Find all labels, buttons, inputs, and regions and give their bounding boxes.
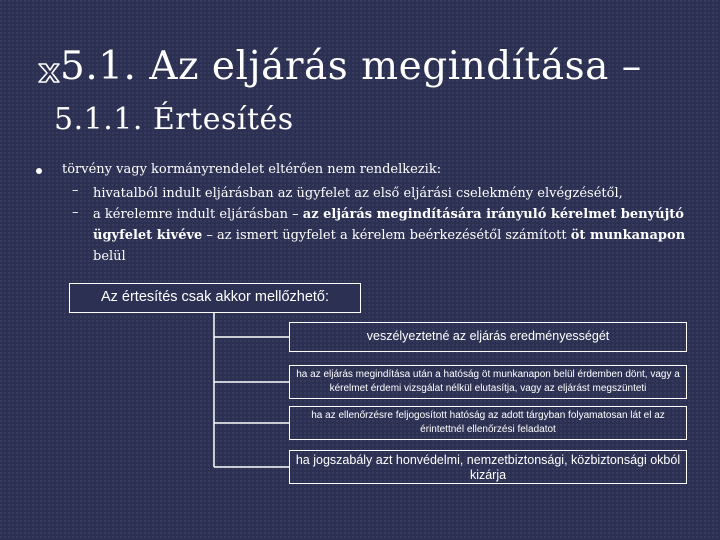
subitem-2-part3: belül bbox=[93, 249, 126, 264]
subitem-2-part1: a kérelemre indult eljárásban – bbox=[93, 207, 303, 222]
bullet-text: törvény vagy kormányrendelet eltérően nem rendelkezik: bbox=[62, 162, 442, 177]
diagram-item-box: veszélyeztetné az eljárás eredményességét bbox=[289, 322, 687, 352]
dash-marker: – bbox=[72, 205, 79, 220]
subitem-2-bold1: az eljárás megindítására irányuló kérelmet benyújtó ügyfelet kivéve bbox=[93, 207, 684, 243]
diagram-item-box: ha jogszabály azt honvédelmi, nemzetbiztonsági, közbiztonsági okból kizárja bbox=[289, 450, 687, 484]
diagram-head-box: Az értesítés csak akkor mellőzhető: bbox=[69, 283, 361, 313]
subitem-1: hivatalból indult eljárásban az ügyfelet az első eljárási cselekmény elvégzésétől, bbox=[93, 186, 623, 201]
subitem-2-part2: – az ismert ügyfelet a kérelem beérkezésétől számított bbox=[202, 228, 571, 243]
dash-marker: – bbox=[72, 183, 79, 198]
diagram-item-box: ha az eljárás megindítása után a hatóság öt munkanapon belül érdemben dönt, vagy a kérelmet érdemi vizsgálat nélkül elutasítja, vagy az eljárást megszünteti bbox=[289, 365, 687, 399]
title-main: 5.1. Az eljárás megindítása – bbox=[60, 44, 642, 89]
subitem-2-bold2: öt munkanapon bbox=[570, 228, 686, 243]
title-sub: 5.1.1. Értesítés bbox=[54, 102, 294, 137]
diagram-item-box: ha az ellenőrzésre feljogosított hatóság az adott tárgyban folyamatosan lát el az érintettnél ellenőrzési feladatot bbox=[289, 406, 687, 440]
